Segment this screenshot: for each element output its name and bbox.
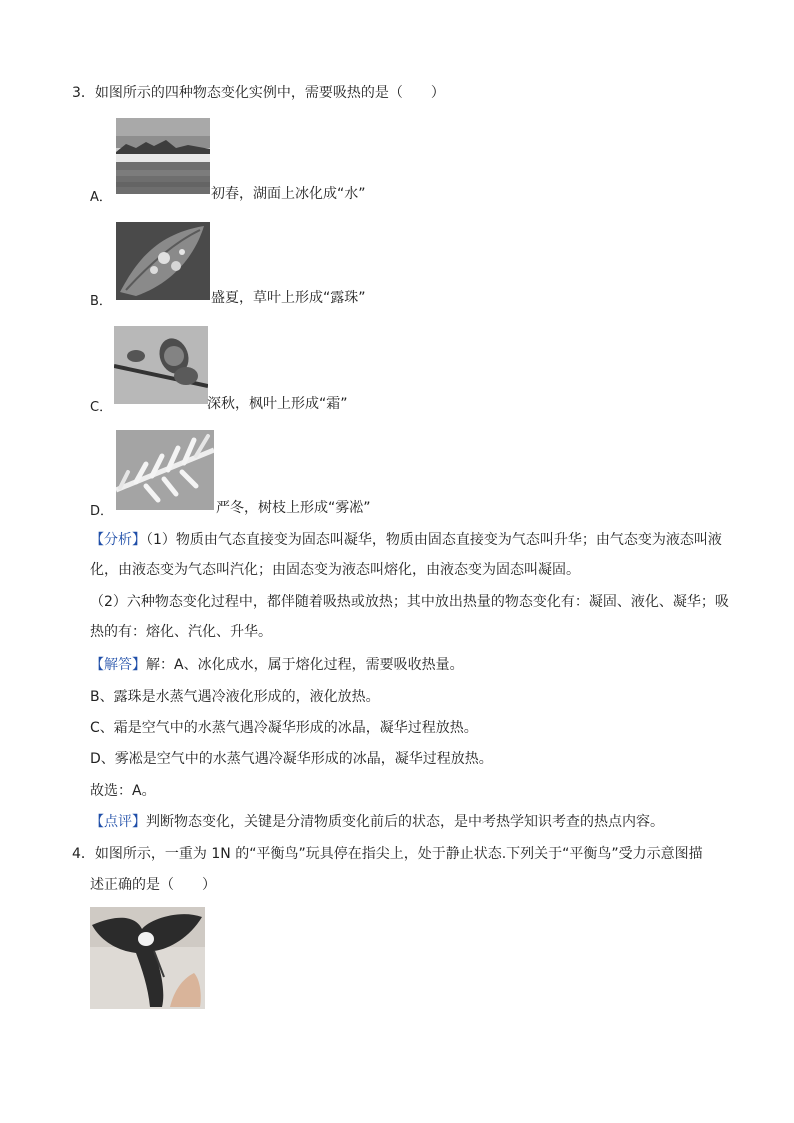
answer-text-1: 解：A、冰化成水，属于熔化过程，需要吸收热量。 [146,657,464,673]
analysis-text-2: （2）六种物态变化过程中，都伴随着吸热或放热；其中放出热量的物态变化有：凝固、液化、凝华；吸热的有：熔化、汽化、升华。 [90,594,729,640]
option-b-letter: B． [90,294,112,309]
answer-line-2: B、露珠是水蒸气遇冷液化形成的，液化放热。 [90,689,380,705]
q3-stem-text: 如图所示的四种物态变化实例中，需要吸热的是（ ） [94,85,445,101]
option-a-text: 初春，湖面上冰化成“水” [211,186,366,202]
q3-number: 3． [72,85,95,101]
balance-bird-photo [90,907,205,1009]
answer-line-1 [90,654,464,674]
lake-photo [116,118,210,194]
option-b-text: 盛夏，草叶上形成“露珠” [211,290,366,306]
answer-line-4: D、雾凇是空气中的水蒸气遇冷凝华形成的冰晶，凝华过程放热。 [90,751,493,767]
option-c-letter: C． [90,400,113,415]
q4-stem-line-2: 述正确的是（ ） [90,877,216,893]
q4-number: 4． [72,846,95,862]
analysis-paragraph-1 [90,525,730,585]
q4-stem-text-1: 如图所示，一重为 1N 的“平衡鸟”玩具停在指尖上，处于静止状态.下列关于“平衡鸟”受力示意图描 [94,846,703,862]
answer-choice: 故选：A。 [90,783,156,799]
q4-stem-line-1 [72,843,703,863]
dew-leaf-photo [116,222,210,300]
option-a-letter: A． [90,190,112,205]
analysis-paragraph-2 [90,587,730,647]
option-d-text: 严冬，树枝上形成“雾凇” [216,500,371,516]
analysis-tag: 【分析】 [90,532,146,548]
frost-leaf-photo [114,326,208,404]
answer-tag: 【解答】 [90,657,146,673]
answer-line-3: C、霜是空气中的水蒸气遇冷凝华形成的冰晶，凝华过程放热。 [90,720,478,736]
comment-text: 判断物态变化，关键是分清物质变化前后的状态，是中考热学知识考查的热点内容。 [146,814,664,830]
analysis-text-1: （1）物质由气态直接变为固态叫凝华，物质由固态直接变为气态叫升华；由气态变为液态叫液化，由液态变为气态叫汽化；由固态变为液态叫熔化，由液态变为固态叫凝固。 [90,532,722,578]
option-c-text: 深秋，枫叶上形成“霜” [207,396,348,412]
comment-line [90,811,664,831]
comment-tag: 【点评】 [90,814,146,830]
rime-branch-photo [116,430,214,510]
q3-stem [72,82,445,102]
option-d-letter: D． [90,504,114,519]
